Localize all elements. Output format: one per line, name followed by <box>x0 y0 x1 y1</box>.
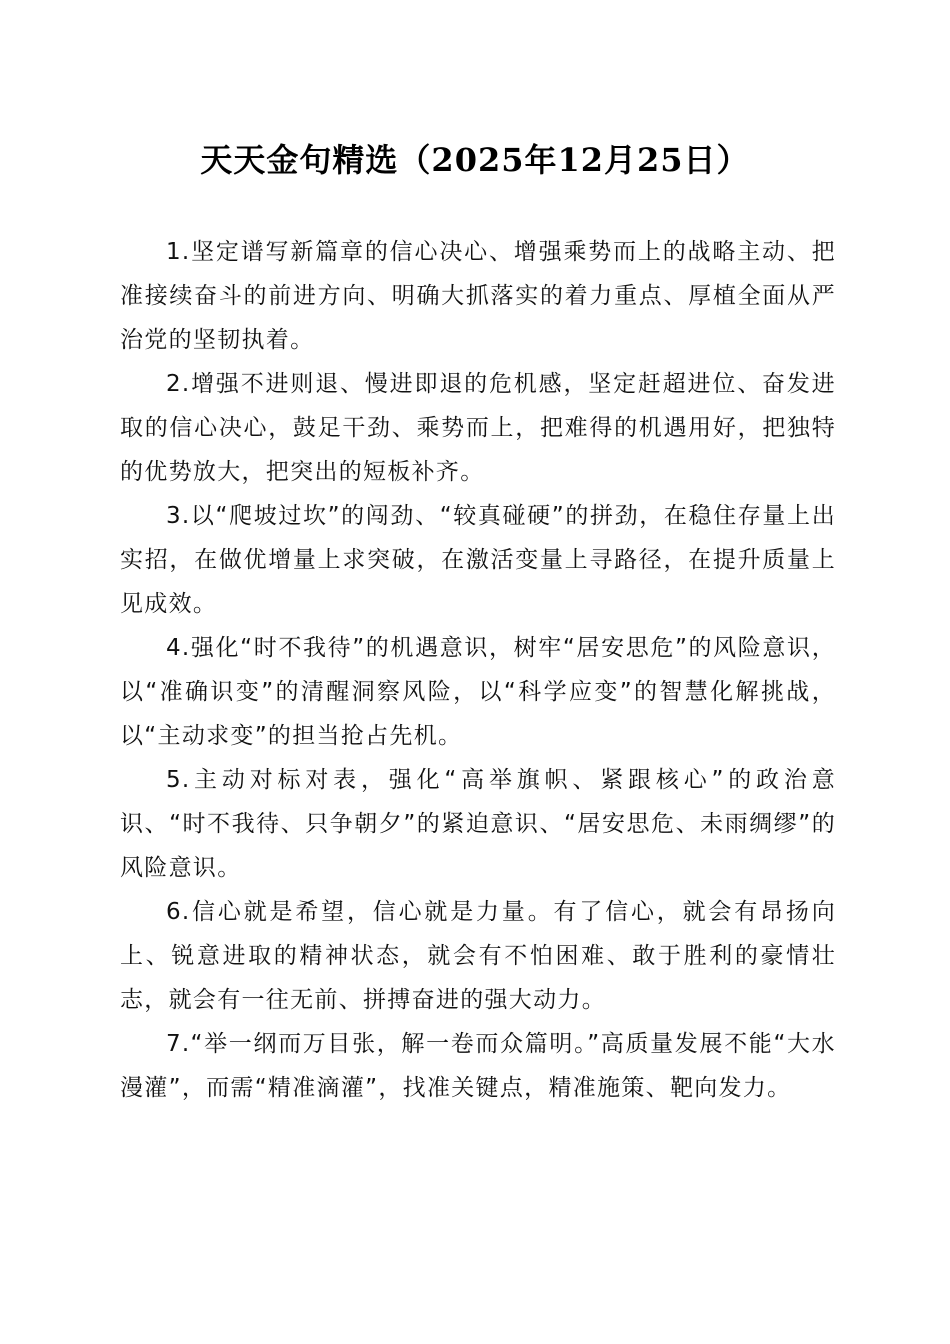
document-body <box>120 230 836 1110</box>
paragraph-6: 6.信心就是希望，信心就是力量。有了信心，就会有昂扬向上、锐意进取的精神状态，就会有不怕困难、敢于胜利的豪情壮志，就会有一往无前、拼搏奋进的强大动力。 <box>120 899 836 1013</box>
paragraph-2: 2.增强不进则退、慢进即退的危机感，坚定赶超进位、奋发进取的信心决心，鼓足干劲、乘势而上，把难得的机遇用好，把独特的优势放大，把突出的短板补齐。 <box>120 371 836 485</box>
paragraph-4: 4.强化“时不我待”的机遇意识，树牢“居安思危”的风险意识，以“准确识变”的清醒洞察风险，以“科学应变”的智慧化解挑战，以“主动求变”的担当抢占先机。 <box>120 635 836 749</box>
document-title: 天天金句精选（2025年12月25日） <box>200 141 750 179</box>
paragraph-5: 5.主动对标对表，强化“高举旗帜、紧跟核心”的政治意识、“时不我待、只争朝夕”的紧迫意识、“居安思危、未雨绸缪”的风险意识。 <box>120 767 836 881</box>
paragraph-1: 1.坚定谱写新篇章的信心决心、增强乘势而上的战略主动、把准接续奋斗的前进方向、明确大抓落实的着力重点、厚植全面从严治党的坚韧执着。 <box>120 239 836 353</box>
paragraph-3: 3.以“爬坡过坎”的闯劲、“较真碰硬”的拼劲，在稳住存量上出实招，在做优增量上求突破，在激活变量上寻路径，在提升质量上见成效。 <box>120 503 836 617</box>
paragraph-7: 7.“举一纲而万目张，解一卷而众篇明。”高质量发展不能“大水漫灌”，而需“精准滴灌”，找准关键点，精准施策、靶向发力。 <box>120 1031 836 1101</box>
